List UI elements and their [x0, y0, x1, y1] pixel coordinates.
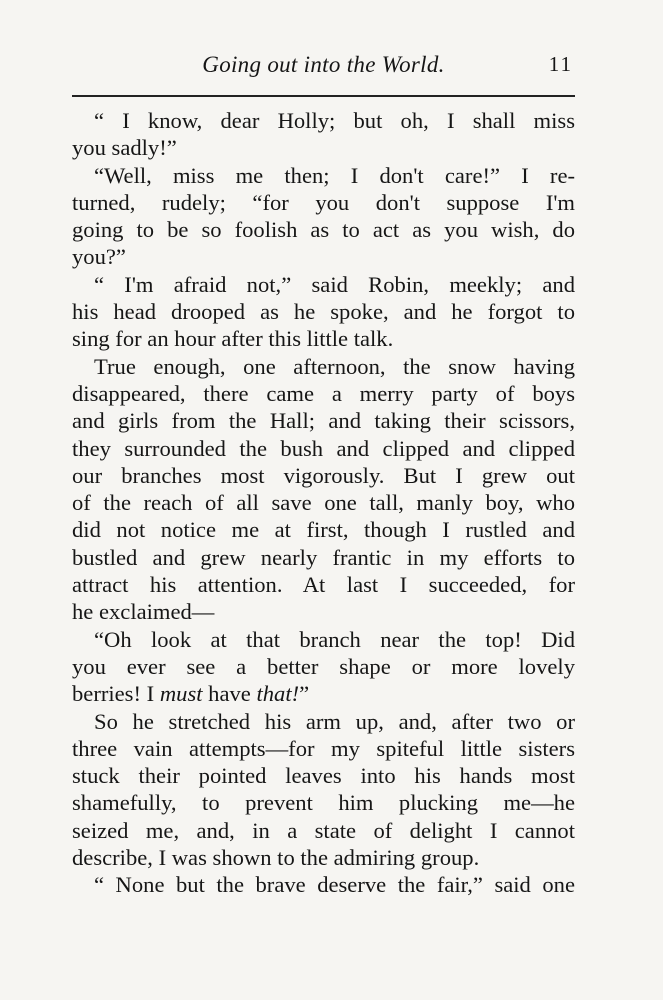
text-line: “Well, miss me then; I don't care!” I re- — [94, 162, 575, 188]
emphasis-text: that! — [256, 681, 300, 707]
text-line: “ I know, dear Holly; but oh, I shall miss — [94, 108, 575, 133]
emphasis-text: must — [159, 681, 203, 707]
text-line: sing for an hour after this little talk. — [72, 326, 394, 352]
text-line: So he stretched his arm up, and, after two or — [94, 708, 575, 734]
running-title: Going out into the World. — [202, 52, 445, 77]
text-line: True enough, one afternoon, the snow having — [94, 353, 575, 379]
text-line: seized me, and, in a state of delight I cannot — [72, 817, 575, 843]
text-line: going to be so foolish as to act as you wish, do — [72, 217, 575, 243]
page-header — [72, 52, 575, 86]
header-rule — [72, 95, 575, 97]
text-line: turned, rudely; “for you don't suppose I'm — [72, 189, 575, 215]
text-segment: ” — [299, 681, 310, 707]
text-segment: berries! I — [72, 681, 160, 707]
text-line — [72, 680, 575, 707]
text-line: shamefully, to prevent him plucking me—he — [72, 790, 575, 816]
text-line: “ None but the brave deserve the fair,” said one — [94, 872, 575, 898]
text-line: “Oh look at that branch near the top! Did — [94, 626, 575, 652]
text-line: bustled and grew nearly frantic in my efforts to — [72, 544, 575, 570]
text-line: they surrounded the bush and clipped and clipped — [72, 435, 575, 461]
text-line: “ I'm afraid not,” said Robin, meekly; and — [94, 271, 575, 297]
text-line: attract his attention. At last I succeeded, for — [72, 572, 575, 598]
text-line: disappeared, there came a merry party of boys — [72, 380, 575, 406]
text-line: you sadly!” — [72, 135, 177, 161]
text-line: our branches most vigorously. But I grew out — [72, 462, 575, 488]
text-line: three vain attempts—for my spiteful little sisters — [72, 735, 575, 761]
text-line: did not notice me at first, though I rustled and — [72, 517, 575, 543]
text-segment: have — [202, 681, 257, 707]
text-line: and girls from the Hall; and taking their scissors, — [72, 408, 575, 434]
text-line: he exclaimed— — [72, 599, 215, 625]
body-text — [72, 107, 575, 899]
text-line: you?” — [72, 244, 126, 270]
text-line: you ever see a better shape or more lovely — [72, 653, 575, 679]
text-line: describe, I was shown to the admiring group. — [72, 845, 480, 871]
text-line: his head drooped as he spoke, and he forgot to — [72, 299, 575, 325]
page-number: 11 — [548, 52, 573, 76]
text-line: of the reach of all save one tall, manly boy, who — [72, 490, 575, 516]
text-line: stuck their pointed leaves into his hands most — [72, 763, 575, 789]
